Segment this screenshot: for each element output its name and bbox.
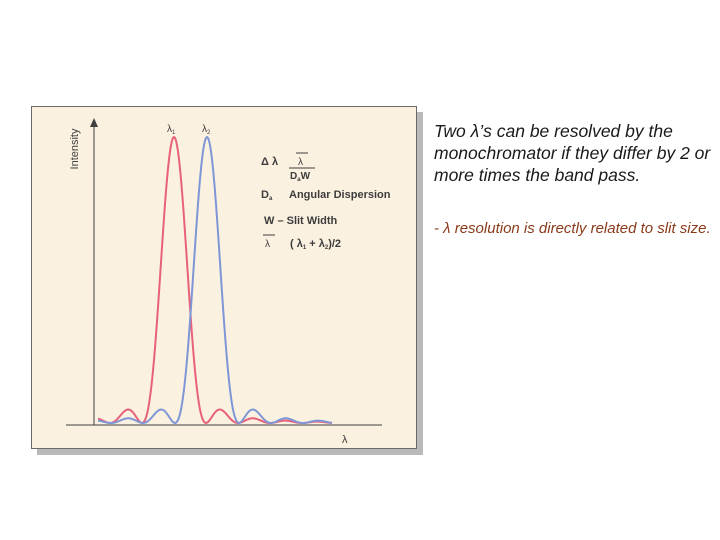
- spectrum-figure: [31, 106, 417, 449]
- bandpass-numerator: λ: [298, 157, 303, 168]
- bandpass-denominator: $D_aW$: [290, 171, 311, 183]
- resolution-caption: Two λ’s can be resolved by the monochromator if they differ by 2 or more times the band pass.: [434, 121, 711, 185]
- mean-expression: ( λ1 + λ2)/2: [290, 238, 342, 251]
- slit-size-note: - λ resolution is directly related to slit size.: [434, 220, 711, 237]
- dispersion-text: Angular Dispersion: [289, 189, 391, 201]
- bandpass-lhs: Δ λ: [261, 156, 279, 168]
- formula-legend: [261, 153, 391, 251]
- y-axis-arrow: [90, 118, 98, 127]
- slit-width-text: W – Slit Width: [264, 215, 338, 227]
- peak-label-lambda1: $\lambda_1$: [167, 124, 176, 136]
- spectrum-plot: [32, 107, 416, 448]
- x-axis-label: λ: [342, 434, 348, 446]
- peak-label-lambda2: $\lambda_2$: [202, 124, 211, 136]
- mean-symbol: λ: [265, 239, 270, 250]
- y-axis-label: Intensity: [69, 128, 81, 170]
- dispersion-symbol: Da: [261, 189, 273, 202]
